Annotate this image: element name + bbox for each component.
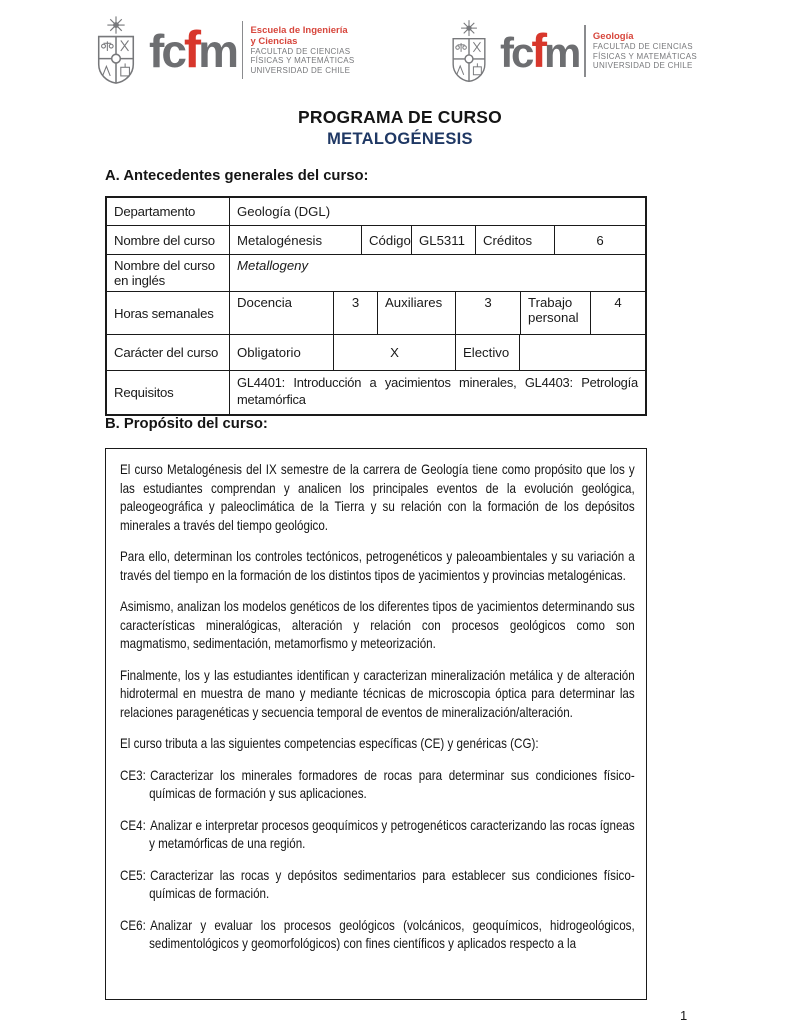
university-crest-icon bbox=[92, 14, 140, 86]
label-electivo: Electivo bbox=[455, 335, 519, 370]
faculty-line: FÍSICAS Y MATEMÁTICAS bbox=[250, 56, 355, 66]
fcfm-wordmark: fcfm bbox=[500, 23, 579, 77]
competencia-item bbox=[120, 917, 635, 954]
table-row bbox=[107, 225, 645, 254]
label-obligatorio: Obligatorio bbox=[229, 335, 333, 370]
value-requisitos: GL4401: Introducción a yacimientos minerales, GL4403: Petrología metamórfica bbox=[229, 371, 645, 414]
logo-text-right bbox=[593, 31, 697, 71]
fcfm-logo-left bbox=[92, 14, 355, 86]
course-purpose-text bbox=[120, 461, 635, 954]
value-docencia: 3 bbox=[333, 292, 377, 334]
faculty-line: UNIVERSIDAD DE CHILE bbox=[250, 65, 351, 75]
competencia-text: Analizar e interpretar procesos geoquímicos y petrogenéticos caracterizando las rocas ígneas y metamórficas de una región. bbox=[149, 817, 635, 851]
school-name-line: Escuela de Ingeniería bbox=[250, 24, 348, 36]
competencia-item bbox=[120, 817, 635, 854]
label-nombre-ingles: Nombre del curso en inglés bbox=[114, 258, 215, 288]
logo-divider bbox=[584, 25, 586, 77]
label-codigo: Código bbox=[361, 226, 411, 254]
competencia-code: CE6: bbox=[120, 917, 146, 933]
section-a-heading: A. Antecedentes generales del curso: bbox=[105, 168, 369, 184]
label-caracter-curso: Carácter del curso bbox=[114, 345, 219, 360]
table-row bbox=[107, 198, 645, 225]
competencia-text: Caracterizar las rocas y depósitos sedimentarios para establecer sus condiciones físico-químicas de formación. bbox=[149, 867, 635, 901]
label-docencia: Docencia bbox=[229, 292, 333, 334]
table-row bbox=[107, 254, 645, 291]
purpose-paragraph: El curso Metalogénesis del IX semestre de la carrera de Geología tiene como propósito que los y las estudiantes comprendan y analicen los principales eventos de la evolución geológica, paleogeográfica y paleoclimática de la Tierra y su relación con la formación de los depósitos minerales a través del tiempo geológico. bbox=[120, 462, 635, 533]
page-number: 1 bbox=[680, 1008, 688, 1023]
course-name-title: METALOGÉNESIS bbox=[327, 130, 473, 148]
label-requisitos: Requisitos bbox=[114, 385, 174, 400]
section-b-heading: B. Propósito del curso: bbox=[105, 416, 268, 432]
school-name-line: y Ciencias bbox=[250, 35, 298, 47]
competencia-code: CE5: bbox=[120, 867, 146, 883]
value-codigo: GL5311 bbox=[411, 226, 475, 254]
table-row bbox=[107, 334, 645, 370]
competencia-text: Caracterizar los minerales formadores de rocas para determinar sus condiciones físico-químicas de formación y sus aplicaciones. bbox=[149, 767, 635, 801]
purpose-paragraph: El curso tributa a las siguientes competencias específicas (CE) y genéricas (CG): bbox=[120, 736, 539, 751]
value-creditos: 6 bbox=[554, 226, 645, 254]
value-nombre-curso: Metalogénesis bbox=[229, 226, 361, 254]
competencia-text: Analizar y evaluar los procesos geológicos (volcánicos, geoquímicos, hidrogeológicos, sedimentológicos y geomorfológicos) con fines científicos y aplicados respecto a la bbox=[149, 917, 635, 951]
competencia-item bbox=[120, 867, 635, 904]
document-title: PROGRAMA DE CURSO bbox=[297, 107, 502, 127]
faculty-line: FÍSICAS Y MATEMÁTICAS bbox=[592, 51, 697, 61]
university-crest-icon bbox=[447, 18, 491, 84]
fcfm-wordmark: fcfm bbox=[149, 20, 236, 79]
competencia-item bbox=[120, 767, 635, 804]
label-trabajo-personal: Trabajo personal bbox=[520, 292, 590, 334]
competencia-code: CE4: bbox=[120, 817, 146, 833]
value-nombre-ingles: Metallogeny bbox=[229, 255, 645, 291]
label-creditos: Créditos bbox=[475, 226, 554, 254]
label-horas-semanales: Horas semanales bbox=[114, 305, 214, 321]
value-departamento: Geología (DGL) bbox=[229, 198, 645, 225]
faculty-line: FACULTAD DE CIENCIAS bbox=[592, 42, 693, 52]
logo-divider bbox=[242, 21, 244, 79]
purpose-paragraph: Finalmente, los y las estudiantes identifican y caracterizan mineralización metálica y de alteración hidrotermal en muestra de mano y mediante técnicas de microscopia óptica para determinar las relaciones paragenéticas y secuencia temporal de eventos de mineralización/alteración. bbox=[120, 667, 635, 720]
label-departamento: Departamento bbox=[114, 204, 196, 219]
mark-obligatorio: X bbox=[333, 335, 455, 370]
course-info-table bbox=[105, 196, 647, 416]
table-row bbox=[107, 291, 645, 334]
mark-electivo bbox=[519, 335, 645, 370]
purpose-paragraph: Para ello, determinan los controles tectónicos, petrogenéticos y paleoambientales y su variación a través del tiempo en la formación de los distintos tipos de yacimientos y provincias metalogénicas. bbox=[120, 549, 635, 583]
label-auxiliares: Auxiliares bbox=[377, 292, 455, 334]
competencia-code: CE3: bbox=[120, 767, 146, 783]
faculty-line: UNIVERSIDAD DE CHILE bbox=[592, 61, 693, 71]
logo-text-left bbox=[250, 25, 354, 76]
label-nombre-curso: Nombre del curso bbox=[114, 232, 215, 248]
faculty-line: FACULTAD DE CIENCIAS bbox=[250, 46, 351, 56]
course-purpose-box bbox=[105, 448, 647, 1000]
department-name-line: Geología bbox=[592, 31, 634, 43]
value-auxiliares: 3 bbox=[455, 292, 520, 334]
fcfm-logo-right bbox=[447, 18, 697, 84]
purpose-paragraph: Asimismo, analizan los modelos genéticos de los diferentes tipos de yacimientos determinando sus características mineralógicas, alteración y relación con procesos geológicos como son magmatismo, sedimentación, metamorfismo y meteorización. bbox=[120, 599, 635, 651]
value-trabajo-personal: 4 bbox=[590, 292, 645, 334]
table-row bbox=[107, 370, 645, 414]
